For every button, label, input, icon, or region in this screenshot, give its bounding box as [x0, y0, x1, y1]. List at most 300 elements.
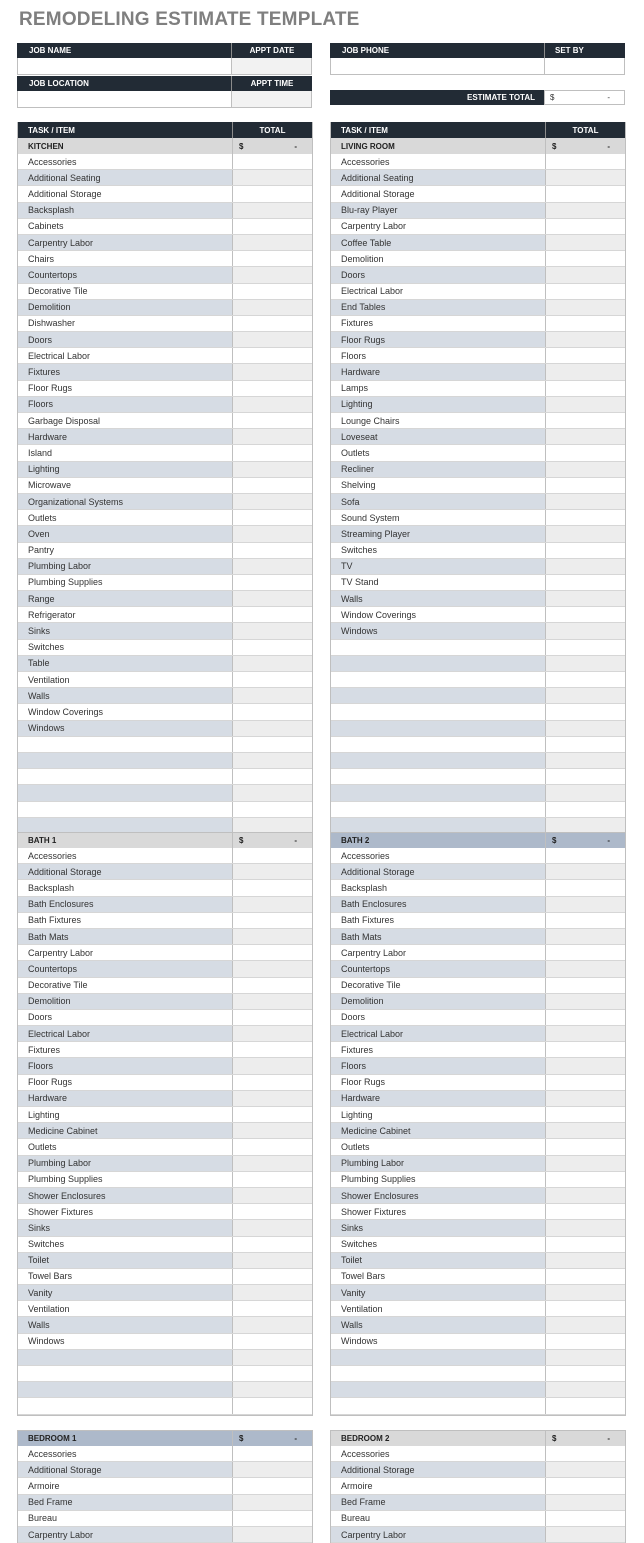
task-item-cell[interactable]: Outlets [18, 1139, 232, 1154]
task-item-cell[interactable]: Additional Seating [18, 170, 232, 185]
total-cell[interactable] [545, 1478, 625, 1493]
total-cell[interactable] [545, 672, 625, 687]
task-item-cell[interactable]: Lighting [18, 462, 232, 477]
total-cell[interactable] [545, 1285, 625, 1300]
task-item-cell[interactable]: Medicine Cabinet [18, 1123, 232, 1138]
task-item-cell[interactable]: TV [331, 559, 545, 574]
task-item-cell[interactable]: Carpentry Labor [331, 945, 545, 960]
total-cell[interactable] [545, 753, 625, 768]
total-cell[interactable] [545, 1042, 625, 1057]
total-cell[interactable] [545, 1139, 625, 1154]
task-item-cell[interactable]: Table [18, 656, 232, 671]
total-cell[interactable] [232, 1156, 312, 1171]
total-cell[interactable] [232, 526, 312, 541]
task-item-cell[interactable]: Plumbing Supplies [331, 1172, 545, 1187]
total-cell[interactable] [232, 1058, 312, 1073]
task-item-cell[interactable]: Dishwasher [18, 316, 232, 331]
task-item-cell[interactable]: Plumbing Supplies [18, 575, 232, 590]
task-item-cell[interactable]: Floors [18, 397, 232, 412]
total-cell[interactable] [545, 1382, 625, 1397]
task-item-cell[interactable]: Fixtures [331, 1042, 545, 1057]
total-cell[interactable] [232, 864, 312, 879]
task-item-cell[interactable] [18, 785, 232, 800]
task-item-cell[interactable]: Doors [331, 1010, 545, 1025]
total-cell[interactable] [545, 848, 625, 863]
task-item-cell[interactable]: Outlets [331, 445, 545, 460]
task-item-cell[interactable]: Walls [18, 688, 232, 703]
total-cell[interactable] [545, 929, 625, 944]
task-item-cell[interactable]: Bath Mats [331, 929, 545, 944]
total-cell[interactable] [545, 591, 625, 606]
task-item-cell[interactable]: Shower Fixtures [331, 1204, 545, 1219]
task-item-cell[interactable]: Floors [18, 1058, 232, 1073]
total-cell[interactable] [232, 818, 312, 833]
total-cell[interactable] [232, 978, 312, 993]
task-item-cell[interactable]: Demolition [18, 994, 232, 1009]
total-cell[interactable] [545, 1156, 625, 1171]
task-item-cell[interactable]: Ventilation [331, 1301, 545, 1316]
task-item-cell[interactable]: Shower Enclosures [18, 1188, 232, 1203]
total-cell[interactable] [232, 1382, 312, 1397]
total-cell[interactable] [232, 1269, 312, 1284]
task-item-cell[interactable] [331, 785, 545, 800]
task-item-cell[interactable] [331, 672, 545, 687]
task-item-cell[interactable] [18, 737, 232, 752]
task-item-cell[interactable]: Accessories [331, 154, 545, 169]
total-cell[interactable] [545, 413, 625, 428]
total-cell[interactable] [545, 769, 625, 784]
total-cell[interactable] [545, 235, 625, 250]
task-item-cell[interactable]: Blu-ray Player [331, 203, 545, 218]
total-cell[interactable] [545, 203, 625, 218]
total-cell[interactable] [545, 251, 625, 266]
task-item-cell[interactable]: Windows [331, 623, 545, 638]
total-cell[interactable] [545, 737, 625, 752]
task-item-cell[interactable]: End Tables [331, 300, 545, 315]
total-cell[interactable] [232, 1398, 312, 1413]
task-item-cell[interactable]: Pantry [18, 543, 232, 558]
task-item-cell[interactable]: Bath Enclosures [331, 897, 545, 912]
total-cell[interactable] [232, 704, 312, 719]
task-item-cell[interactable] [331, 737, 545, 752]
total-cell[interactable] [545, 1334, 625, 1349]
total-cell[interactable] [232, 543, 312, 558]
total-cell[interactable] [232, 510, 312, 525]
task-item-cell[interactable]: Bath Fixtures [18, 913, 232, 928]
task-item-cell[interactable]: Medicine Cabinet [331, 1123, 545, 1138]
total-cell[interactable] [545, 284, 625, 299]
task-item-cell[interactable]: Sinks [331, 1220, 545, 1235]
total-cell[interactable] [232, 1010, 312, 1025]
bedroom1-room-total[interactable] [232, 1431, 312, 1446]
total-cell[interactable] [232, 623, 312, 638]
total-cell[interactable] [545, 1172, 625, 1187]
task-item-cell[interactable] [18, 802, 232, 817]
total-cell[interactable] [545, 510, 625, 525]
task-item-cell[interactable]: Decorative Tile [331, 978, 545, 993]
total-cell[interactable] [545, 1237, 625, 1252]
task-item-cell[interactable] [331, 753, 545, 768]
total-cell[interactable] [545, 1462, 625, 1477]
task-item-cell[interactable]: Lamps [331, 381, 545, 396]
task-item-cell[interactable]: Carpentry Labor [18, 945, 232, 960]
living_room-room-total[interactable] [545, 138, 625, 154]
total-cell[interactable] [232, 1511, 312, 1526]
task-item-cell[interactable] [18, 769, 232, 784]
total-cell[interactable] [545, 1366, 625, 1381]
total-cell[interactable] [545, 332, 625, 347]
total-cell[interactable] [545, 219, 625, 234]
total-cell[interactable] [545, 300, 625, 315]
task-item-cell[interactable]: Hardware [331, 1091, 545, 1106]
total-cell[interactable] [232, 961, 312, 976]
total-cell[interactable] [545, 623, 625, 638]
total-cell[interactable] [545, 1317, 625, 1332]
task-item-cell[interactable]: Lighting [18, 1107, 232, 1122]
total-cell[interactable] [545, 721, 625, 736]
total-cell[interactable] [545, 802, 625, 817]
total-cell[interactable] [545, 978, 625, 993]
task-item-cell[interactable]: Sound System [331, 510, 545, 525]
total-cell[interactable] [232, 1253, 312, 1268]
task-item-cell[interactable]: Walls [331, 1317, 545, 1332]
task-item-cell[interactable]: Island [18, 445, 232, 460]
total-cell[interactable] [232, 1301, 312, 1316]
task-item-cell[interactable]: Shelving [331, 478, 545, 493]
task-item-cell[interactable]: Armoire [18, 1478, 232, 1493]
total-cell[interactable] [545, 1398, 625, 1413]
total-cell[interactable] [232, 462, 312, 477]
task-item-cell[interactable]: Decorative Tile [18, 978, 232, 993]
total-cell[interactable] [545, 897, 625, 912]
task-item-cell[interactable]: Accessories [331, 848, 545, 863]
task-item-cell[interactable]: Additional Seating [331, 170, 545, 185]
total-cell[interactable] [232, 640, 312, 655]
total-cell[interactable] [232, 897, 312, 912]
task-item-cell[interactable]: Microwave [18, 478, 232, 493]
task-item-cell[interactable]: Backsplash [331, 880, 545, 895]
task-item-cell[interactable] [331, 1398, 545, 1413]
total-cell[interactable] [545, 267, 625, 282]
total-cell[interactable] [232, 316, 312, 331]
total-cell[interactable] [232, 1220, 312, 1235]
task-item-cell[interactable]: Window Coverings [331, 607, 545, 622]
bedroom2-room-total[interactable] [545, 1431, 625, 1446]
task-item-cell[interactable]: Windows [18, 1334, 232, 1349]
task-item-cell[interactable]: Cabinets [18, 219, 232, 234]
task-item-cell[interactable]: Vanity [18, 1285, 232, 1300]
task-item-cell[interactable]: Accessories [331, 1446, 545, 1461]
task-item-cell[interactable]: Window Coverings [18, 704, 232, 719]
task-item-cell[interactable]: Toilet [18, 1253, 232, 1268]
bath1-room-total[interactable] [232, 833, 312, 848]
total-cell[interactable] [232, 1527, 312, 1542]
task-item-cell[interactable]: Windows [331, 1334, 545, 1349]
total-cell[interactable] [545, 575, 625, 590]
total-cell[interactable] [545, 1495, 625, 1510]
task-item-cell[interactable]: Decorative Tile [18, 284, 232, 299]
total-cell[interactable] [232, 848, 312, 863]
task-item-cell[interactable]: Carpentry Labor [331, 1527, 545, 1542]
task-item-cell[interactable]: Demolition [18, 300, 232, 315]
total-cell[interactable] [232, 1462, 312, 1477]
task-item-cell[interactable]: Vanity [331, 1285, 545, 1300]
total-cell[interactable] [545, 1446, 625, 1461]
total-cell[interactable] [232, 186, 312, 201]
task-item-cell[interactable]: Shower Fixtures [18, 1204, 232, 1219]
task-item-cell[interactable]: Floor Rugs [331, 332, 545, 347]
task-item-cell[interactable]: Additional Storage [18, 1462, 232, 1477]
total-cell[interactable] [232, 300, 312, 315]
total-cell[interactable] [545, 1204, 625, 1219]
task-item-cell[interactable] [331, 704, 545, 719]
total-cell[interactable] [232, 591, 312, 606]
task-item-cell[interactable] [18, 1366, 232, 1381]
task-item-cell[interactable]: Loveseat [331, 429, 545, 444]
total-cell[interactable] [545, 1107, 625, 1122]
task-item-cell[interactable]: Switches [18, 640, 232, 655]
task-item-cell[interactable]: Floor Rugs [18, 1075, 232, 1090]
task-item-cell[interactable]: Bed Frame [18, 1495, 232, 1510]
task-item-cell[interactable]: Lighting [331, 1107, 545, 1122]
total-cell[interactable] [232, 1495, 312, 1510]
total-cell[interactable] [545, 1188, 625, 1203]
task-item-cell[interactable]: Electrical Labor [331, 1026, 545, 1041]
total-cell[interactable] [232, 348, 312, 363]
total-cell[interactable] [232, 154, 312, 169]
task-item-cell[interactable] [331, 818, 545, 833]
total-cell[interactable] [232, 1107, 312, 1122]
total-cell[interactable] [232, 1285, 312, 1300]
total-cell[interactable] [545, 1010, 625, 1025]
total-cell[interactable] [232, 1139, 312, 1154]
total-cell[interactable] [232, 575, 312, 590]
total-cell[interactable] [232, 494, 312, 509]
task-item-cell[interactable] [331, 721, 545, 736]
task-item-cell[interactable]: Walls [331, 591, 545, 606]
total-cell[interactable] [545, 445, 625, 460]
total-cell[interactable] [545, 880, 625, 895]
total-cell[interactable] [232, 913, 312, 928]
task-item-cell[interactable]: Towel Bars [18, 1269, 232, 1284]
task-item-cell[interactable]: Carpentry Labor [331, 219, 545, 234]
total-cell[interactable] [545, 640, 625, 655]
estimate-total-field[interactable] [544, 90, 625, 105]
total-cell[interactable] [232, 284, 312, 299]
total-cell[interactable] [232, 607, 312, 622]
task-item-cell[interactable]: Floors [331, 348, 545, 363]
task-item-cell[interactable]: Demolition [331, 251, 545, 266]
total-cell[interactable] [545, 478, 625, 493]
task-item-cell[interactable]: Fixtures [18, 364, 232, 379]
total-cell[interactable] [232, 1350, 312, 1365]
task-item-cell[interactable]: Hardware [18, 1091, 232, 1106]
task-item-cell[interactable]: Hardware [331, 364, 545, 379]
task-item-cell[interactable] [331, 688, 545, 703]
task-item-cell[interactable]: Additional Storage [18, 864, 232, 879]
total-cell[interactable] [232, 929, 312, 944]
total-cell[interactable] [545, 526, 625, 541]
task-item-cell[interactable]: Bureau [18, 1511, 232, 1526]
task-item-cell[interactable]: Electrical Labor [18, 1026, 232, 1041]
total-cell[interactable] [545, 381, 625, 396]
appt-date-field[interactable] [231, 58, 312, 74]
task-item-cell[interactable]: Refrigerator [18, 607, 232, 622]
total-cell[interactable] [232, 753, 312, 768]
total-cell[interactable] [545, 864, 625, 879]
task-item-cell[interactable]: Garbage Disposal [18, 413, 232, 428]
total-cell[interactable] [545, 462, 625, 477]
task-item-cell[interactable]: Doors [18, 332, 232, 347]
task-item-cell[interactable]: Range [18, 591, 232, 606]
total-cell[interactable] [232, 203, 312, 218]
total-cell[interactable] [545, 656, 625, 671]
total-cell[interactable] [232, 478, 312, 493]
total-cell[interactable] [545, 543, 625, 558]
task-item-cell[interactable]: Floors [331, 1058, 545, 1073]
task-item-cell[interactable]: Countertops [18, 267, 232, 282]
total-cell[interactable] [232, 880, 312, 895]
total-cell[interactable] [545, 1026, 625, 1041]
task-item-cell[interactable]: Doors [18, 1010, 232, 1025]
total-cell[interactable] [232, 1478, 312, 1493]
total-cell[interactable] [545, 1220, 625, 1235]
task-item-cell[interactable]: Sinks [18, 1220, 232, 1235]
task-item-cell[interactable] [331, 769, 545, 784]
task-item-cell[interactable]: Plumbing Labor [18, 559, 232, 574]
task-item-cell[interactable]: Coffee Table [331, 235, 545, 250]
task-item-cell[interactable] [18, 753, 232, 768]
task-item-cell[interactable] [331, 1350, 545, 1365]
task-item-cell[interactable]: Switches [331, 543, 545, 558]
total-cell[interactable] [232, 235, 312, 250]
task-item-cell[interactable] [18, 1382, 232, 1397]
total-cell[interactable] [232, 364, 312, 379]
total-cell[interactable] [232, 1091, 312, 1106]
total-cell[interactable] [232, 785, 312, 800]
task-item-cell[interactable]: Organizational Systems [18, 494, 232, 509]
total-cell[interactable] [232, 1204, 312, 1219]
task-item-cell[interactable]: Oven [18, 526, 232, 541]
total-cell[interactable] [232, 721, 312, 736]
total-cell[interactable] [545, 1527, 625, 1542]
task-item-cell[interactable]: Sinks [18, 623, 232, 638]
task-item-cell[interactable]: Accessories [18, 848, 232, 863]
task-item-cell[interactable]: Recliner [331, 462, 545, 477]
total-cell[interactable] [232, 1123, 312, 1138]
task-item-cell[interactable]: Plumbing Labor [331, 1156, 545, 1171]
total-cell[interactable] [545, 186, 625, 201]
total-cell[interactable] [545, 1511, 625, 1526]
task-item-cell[interactable] [18, 1398, 232, 1413]
task-item-cell[interactable]: Ventilation [18, 672, 232, 687]
task-item-cell[interactable]: Bed Frame [331, 1495, 545, 1510]
total-cell[interactable] [545, 1091, 625, 1106]
total-cell[interactable] [545, 688, 625, 703]
total-cell[interactable] [545, 994, 625, 1009]
task-item-cell[interactable]: Backsplash [18, 203, 232, 218]
appt-time-field[interactable] [231, 91, 312, 107]
task-item-cell[interactable]: Toilet [331, 1253, 545, 1268]
total-cell[interactable] [232, 737, 312, 752]
task-item-cell[interactable]: Fixtures [331, 316, 545, 331]
task-item-cell[interactable]: Carpentry Labor [18, 235, 232, 250]
task-item-cell[interactable] [331, 1366, 545, 1381]
task-item-cell[interactable]: Switches [18, 1237, 232, 1252]
task-item-cell[interactable] [18, 1350, 232, 1365]
total-cell[interactable] [232, 445, 312, 460]
bath2-room-total[interactable] [545, 833, 625, 848]
task-item-cell[interactable]: Carpentry Labor [18, 1527, 232, 1542]
total-cell[interactable] [545, 785, 625, 800]
task-item-cell[interactable]: Additional Storage [331, 1462, 545, 1477]
total-cell[interactable] [232, 1366, 312, 1381]
task-item-cell[interactable]: Bureau [331, 1511, 545, 1526]
task-item-cell[interactable]: Floor Rugs [331, 1075, 545, 1090]
task-item-cell[interactable]: Lounge Chairs [331, 413, 545, 428]
total-cell[interactable] [232, 769, 312, 784]
total-cell[interactable] [545, 1253, 625, 1268]
task-item-cell[interactable]: Electrical Labor [18, 348, 232, 363]
task-item-cell[interactable]: Windows [18, 721, 232, 736]
task-item-cell[interactable] [331, 802, 545, 817]
task-item-cell[interactable]: Bath Mats [18, 929, 232, 944]
total-cell[interactable] [545, 818, 625, 833]
total-cell[interactable] [545, 1301, 625, 1316]
task-item-cell[interactable]: Shower Enclosures [331, 1188, 545, 1203]
task-item-cell[interactable]: Plumbing Labor [18, 1156, 232, 1171]
total-cell[interactable] [232, 802, 312, 817]
total-cell[interactable] [232, 219, 312, 234]
total-cell[interactable] [545, 1350, 625, 1365]
task-item-cell[interactable]: Outlets [18, 510, 232, 525]
total-cell[interactable] [232, 267, 312, 282]
total-cell[interactable] [545, 559, 625, 574]
task-item-cell[interactable]: Countertops [18, 961, 232, 976]
total-cell[interactable] [232, 994, 312, 1009]
task-item-cell[interactable]: Electrical Labor [331, 284, 545, 299]
total-cell[interactable] [545, 429, 625, 444]
task-item-cell[interactable]: Bath Fixtures [331, 913, 545, 928]
total-cell[interactable] [545, 494, 625, 509]
total-cell[interactable] [232, 688, 312, 703]
task-item-cell[interactable] [331, 640, 545, 655]
task-item-cell[interactable]: Towel Bars [331, 1269, 545, 1284]
total-cell[interactable] [545, 1075, 625, 1090]
task-item-cell[interactable]: Demolition [331, 994, 545, 1009]
task-item-cell[interactable]: Fixtures [18, 1042, 232, 1057]
total-cell[interactable] [232, 1026, 312, 1041]
task-item-cell[interactable]: TV Stand [331, 575, 545, 590]
total-cell[interactable] [545, 170, 625, 185]
total-cell[interactable] [232, 332, 312, 347]
total-cell[interactable] [545, 1269, 625, 1284]
total-cell[interactable] [545, 607, 625, 622]
task-item-cell[interactable]: Doors [331, 267, 545, 282]
task-item-cell[interactable]: Accessories [18, 154, 232, 169]
total-cell[interactable] [232, 1446, 312, 1461]
job-location-field[interactable] [17, 91, 231, 107]
total-cell[interactable] [232, 1317, 312, 1332]
task-item-cell[interactable]: Additional Storage [331, 186, 545, 201]
task-item-cell[interactable]: Additional Storage [18, 186, 232, 201]
total-cell[interactable] [545, 1123, 625, 1138]
job-name-field[interactable] [17, 58, 231, 74]
task-item-cell[interactable]: Floor Rugs [18, 381, 232, 396]
total-cell[interactable] [232, 251, 312, 266]
total-cell[interactable] [545, 913, 625, 928]
total-cell[interactable] [545, 364, 625, 379]
